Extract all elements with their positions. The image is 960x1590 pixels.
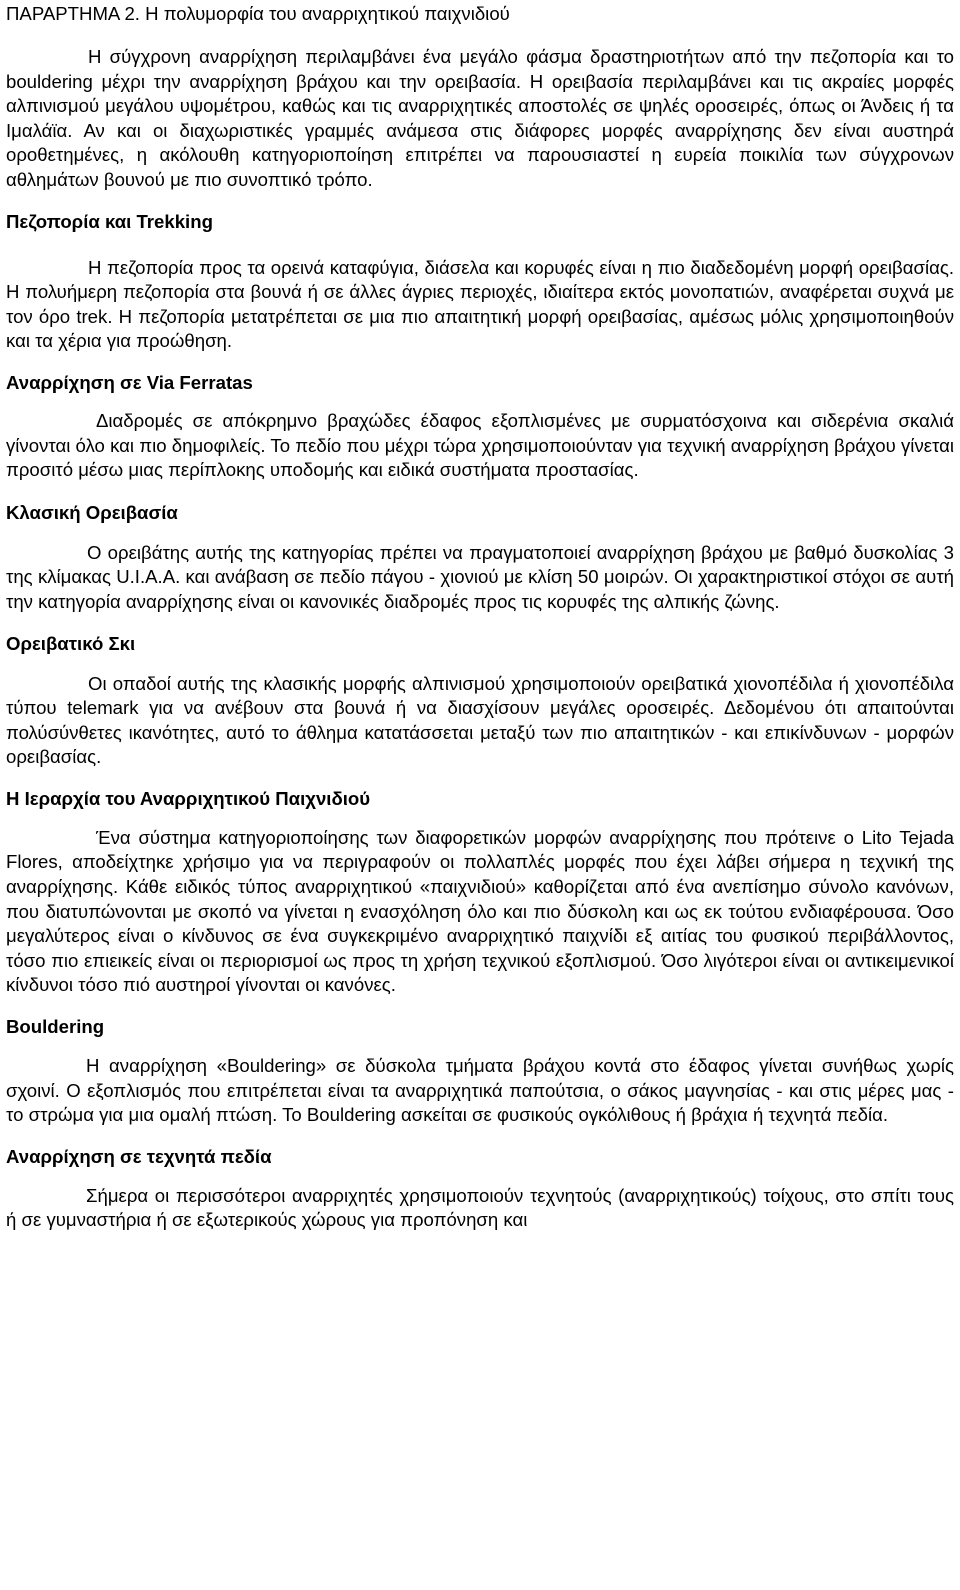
section-bouldering bbox=[6, 1015, 954, 1128]
section-paragraph: Ο ορειβάτης αυτής της κατηγορίας πρέπει να πραγματοποιεί αναρρίχηση βράχου με βαθμό δυσκολίας 3 της κλίμακας U.I.A.A. και ανάβαση σε πεδίο πάγου - χιονιού με κλίση 50 μοιρών. Οι χαρακτηριστικοί στόχοι σε αυτή την κατηγορία αναρρίχησης είναι οι κανονικές διαδρομές προς τις κορυφές της αλπικής ζώνης. bbox=[6, 541, 954, 612]
section-heading: Bouldering bbox=[6, 1016, 105, 1038]
section-heading: Ορειβατικό Σκι bbox=[6, 632, 136, 654]
section-paragraph: Οι οπαδοί αυτής της κλασικής μορφής αλπινισμού χρησιμοποιούν ορειβατικά χιονοπέδιλα ή χιονοπέδιλα τύπου telemark για να ανέβουν στα βουνά ή να διασχίσουν μεγάλες οροσειρές. Δεδομένου ότι απαιτούνται πολύσύνθετες ικανότητες, αυτό το άθλημα κατατάσσεται μεταξύ των πιο απαιτητικών - και επικίνδυνων - μορφών ορειβασίας. bbox=[6, 672, 954, 768]
section-ski-mountaineering bbox=[6, 632, 954, 770]
section-paragraph: Ένα σύστημα κατηγοριοποίησης των διαφορετικών μορφών αναρρίχησης που πρότεινε ο Lito Tejada Flores, αποδείχτηκε χρήσιμο για να περιγραφούν οι πολλαπλές μορφές που έχει λάβει σήμερα η τεχνική της αναρρίχησης. Κάθε ειδικός τύπος αναρριχητικού «παιχνιδιού» καθορίζεται από ένα ανεπίσημο σύνολο κανόνων, που διατυπώνονται με σκοπό να γίνεται η ενασχόληση όλο και πιο δύσκολη και ως εκ τούτου ενδιαφέρουσα. Όσο μεγαλύτερος είναι ο κίνδυνος σε ένα συγκεκριμένο αναρριχητικό παιχνίδι εξ αιτίας του φυσικού περιβάλλοντος, τόσο πιο επιεικείς είναι οι περιορισμοί ως προς τη χρήση τεχνικού εξοπλισμού. Όσο λιγότεροι είναι οι αντικειμενικοί κίνδυνοι τόσο πιό αυστηροί γίνονται οι κανόνες. bbox=[6, 826, 954, 996]
section-heading: Πεζοπορία και Trekking bbox=[6, 210, 213, 232]
section-artificial-walls bbox=[6, 1145, 954, 1233]
section-hierarchy bbox=[6, 787, 954, 998]
document-page bbox=[6, 0, 954, 1233]
section-paragraph: Η αναρρίχηση «Bouldering» σε δύσκολα τμήματα βράχου κοντά στο έδαφος γίνεται συνήθως χωρίς σχοινί. Ο εξοπλισμός που επιτρέπεται είναι τα αναρριχητικά παπούτσια, ο σάκος μαγνησίας - και στις μέρες μας - το στρώμα για μια ομαλή πτώση. Το Bouldering ασκείται σε φυσικούς ογκόλιθους ή βράχια ή τεχνητά πεδία. bbox=[6, 1055, 954, 1126]
section-paragraph: Διαδρομές σε απόκρημνο βραχώδες έδαφος εξοπλισμένες με συρματόσχοινα και σιδερένια σκαλιά γίνονται όλο και πιο δημοφιλείς. Το πεδίο που μέχρι τώρα χρησιμοποιούνταν για τεχνική αναρρίχηση βράχου γίνεται προσιτό μέσω μιας περίπλοκης υποδομής και ειδικά συστήματα προστασίας. bbox=[6, 409, 954, 481]
intro-paragraph: Η σύγχρονη αναρρίχηση περιλαμβάνει ένα μεγάλο φάσμα δραστηριοτήτων από την πεζοπορία και το bouldering μέχρι την αναρρίχηση βράχου και την ορειβασία. Η ορειβασία περιλαμβάνει και τις ακραίες μορφές αλπινισμού μεγάλου υψομέτρου, καθώς και τις αναρριχητικές αποστολές σε ψηλές οροσειρές, όπως οι Άνδεις ή τα Ιμαλάϊα. Αν και οι διαχωριστικές γραμμές ανάμεσα στις διάφορες μορφές αναρρίχησης δεν είναι αυστηρά οροθετημένες, η ακόλουθη κατηγοριοποίηση επιτρέπει να παρουσιαστεί η ευρεία ποικιλία των σύγχρονων αθλημάτων βουνού με πιο συνοπτικό τρόπο. bbox=[6, 46, 954, 190]
section-classic-mountaineering bbox=[6, 501, 954, 615]
section-via-ferratas bbox=[6, 371, 954, 483]
document-title: ΠΑΡΑΡΤΗΜΑ 2. Η πολυμορφία του αναρριχητικού παιχνιδιού bbox=[6, 3, 510, 24]
section-hiking bbox=[6, 210, 954, 354]
section-paragraph: Η πεζοπορία προς τα ορεινά καταφύγια, διάσελα και κορυφές είναι η πιο διαδεδομένη μορφή ορειβασίας. Η πολυήμερη πεζοπορία στα βουνά ή σε άλλες άγριες περιοχές, ιδιαίτερα εκτός μονοπατιών, αναφέρεται συχνά με τον όρο trek. Η πεζοπορία μετατρέπεται σε μια πιο απαιτητική μορφή ορειβασίας, αμέσως μόλις χρησιμοποιηθούν και τα χέρια για προώθηση. bbox=[6, 256, 954, 352]
section-heading: Αναρρίχηση σε Via Ferratas bbox=[6, 371, 253, 393]
section-heading: Αναρρίχηση σε τεχνητά πεδία bbox=[6, 1145, 272, 1167]
section-paragraph: Σήμερα οι περισσότεροι αναρριχητές χρησιμοποιούν τεχνητούς (αναρριχητικούς) τοίχους, στο σπίτι τους ή σε γυμναστήρια ή σε εξωτερικούς χώρους για προπόνηση και bbox=[6, 1184, 954, 1231]
section-heading: Κλασική Ορειβασία bbox=[6, 501, 178, 523]
section-heading: Η Ιεραρχία του Αναρριχητικού Παιχνιδιού bbox=[6, 787, 371, 809]
